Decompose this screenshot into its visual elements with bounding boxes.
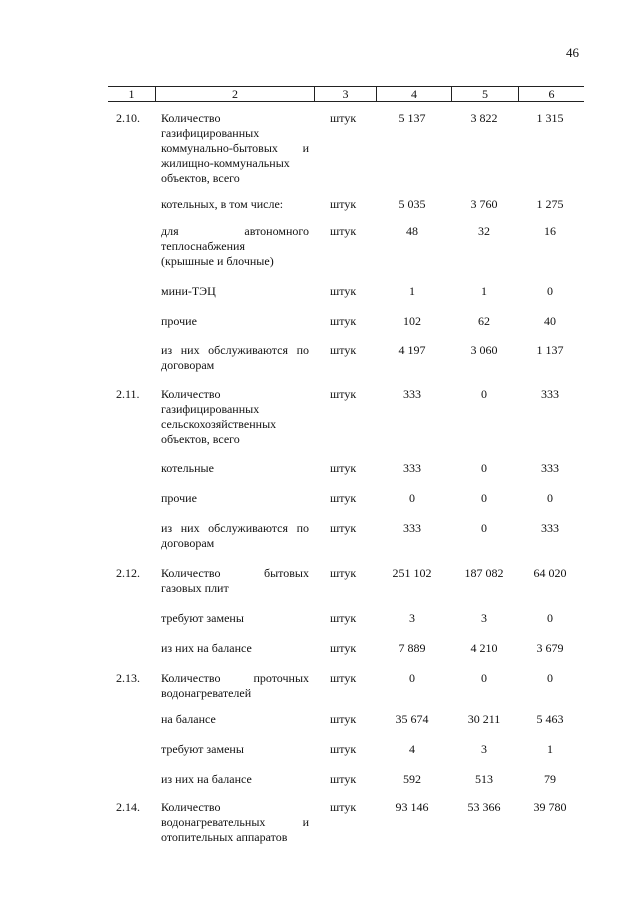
row-value-col4: 333	[403, 387, 421, 401]
row-value-col5: 62	[478, 314, 490, 328]
row-description: для автономного теплоснабжения (крышные и блочные)	[161, 224, 309, 268]
row-value-col6: 16	[544, 224, 556, 238]
row-unit: штук	[330, 712, 357, 726]
row-value-col4: 4	[409, 742, 415, 756]
row-description: Количество газифицированных коммунально-бытовых и жилищно-коммунальных объектов, всего	[161, 111, 309, 185]
row-value-col6: 39 780	[533, 800, 567, 814]
row-unit: штук	[330, 387, 357, 401]
row-value-col5: 513	[475, 772, 493, 786]
row-value-col6: 0	[547, 284, 553, 298]
row-code: 2.12.	[116, 566, 140, 580]
row-description: из них обслуживаются по договорам	[161, 343, 309, 372]
row-value-col6: 79	[544, 772, 556, 786]
row-unit: штук	[330, 772, 357, 786]
row-unit: штук	[330, 197, 357, 211]
row-value-col6: 40	[544, 314, 556, 328]
row-value-col5: 0	[481, 461, 487, 475]
row-value-col4: 5 035	[398, 197, 426, 211]
row-unit: штук	[330, 491, 357, 505]
row-value-col6: 0	[547, 671, 553, 685]
row-value-col4: 592	[403, 772, 421, 786]
row-value-col5: 3	[481, 742, 487, 756]
row-code: 2.11.	[116, 387, 140, 401]
row-value-col6: 333	[541, 521, 559, 535]
row-value-col4: 333	[403, 461, 421, 475]
header-col-3: 3	[342, 87, 349, 101]
row-value-col4: 93 146	[395, 800, 429, 814]
row-value-col5: 3	[481, 611, 487, 625]
row-unit: штук	[330, 284, 357, 298]
row-description: Количество водонагревательных и отопительных аппаратов	[161, 800, 309, 844]
row-value-col6: 333	[541, 461, 559, 475]
row-description: Количество газифицированных сельскохозяйственных объектов, всего	[161, 387, 277, 446]
row-value-col6: 0	[547, 611, 553, 625]
row-unit: штук	[330, 566, 357, 580]
row-value-col5: 4 210	[470, 641, 498, 655]
row-description: прочие	[161, 491, 197, 505]
header-col-5: 5	[482, 87, 488, 101]
row-value-col6: 1 315	[536, 111, 564, 125]
row-description: мини-ТЭЦ	[161, 284, 216, 298]
row-unit: штук	[330, 742, 357, 756]
header-col-1: 1	[128, 87, 135, 101]
header-col-2: 2	[232, 87, 238, 101]
row-value-col5: 187 082	[464, 566, 504, 580]
row-value-col4: 333	[403, 521, 421, 535]
row-value-col6: 5 463	[536, 712, 564, 726]
row-value-col4: 3	[409, 611, 415, 625]
row-description: из них на балансе	[161, 641, 252, 655]
row-unit: штук	[330, 343, 357, 357]
row-description: из них обслуживаются по договорам	[161, 521, 309, 550]
row-description: на балансе	[161, 712, 216, 726]
row-value-col6: 1	[547, 742, 553, 756]
row-unit: штук	[330, 224, 357, 238]
row-value-col5: 1	[481, 284, 487, 298]
row-unit: штук	[330, 111, 357, 125]
row-value-col4: 251 102	[392, 566, 432, 580]
row-value-col4: 0	[409, 671, 415, 685]
row-description: Количество бытовых газовых плит	[161, 566, 309, 595]
row-value-col4: 48	[406, 224, 418, 238]
row-code: 2.10.	[116, 111, 140, 125]
row-value-col4: 4 197	[398, 343, 426, 357]
row-value-col6: 0	[547, 491, 553, 505]
row-code: 2.14.	[116, 800, 140, 814]
row-value-col5: 32	[478, 224, 490, 238]
row-value-col6: 64 020	[533, 566, 567, 580]
row-value-col5: 30 211	[467, 712, 501, 726]
row-value-col4: 1	[409, 284, 415, 298]
row-value-col6: 3 679	[536, 641, 564, 655]
row-value-col4: 7 889	[398, 641, 426, 655]
row-value-col6: 333	[541, 387, 559, 401]
row-description: котельные	[161, 461, 214, 475]
row-code: 2.13.	[116, 671, 140, 685]
row-value-col5: 3 760	[470, 197, 498, 211]
row-unit: штук	[330, 521, 357, 535]
row-unit: штук	[330, 461, 357, 475]
row-unit: штук	[330, 800, 357, 814]
row-unit: штук	[330, 314, 357, 328]
row-value-col6: 1 275	[536, 197, 564, 211]
row-value-col4: 5 137	[398, 111, 426, 125]
row-value-col4: 102	[403, 314, 421, 328]
header-col-6: 6	[548, 87, 555, 101]
row-description: котельных, в том числе:	[161, 197, 284, 211]
page-number: 46	[566, 45, 579, 60]
table-header	[108, 86, 584, 102]
header-col-4: 4	[411, 87, 417, 101]
row-value-col5: 3 060	[470, 343, 498, 357]
row-value-col6: 1 137	[536, 343, 564, 357]
row-value-col5: 0	[481, 521, 487, 535]
row-value-col5: 3 822	[470, 111, 498, 125]
row-unit: штук	[330, 611, 357, 625]
row-unit: штук	[330, 641, 357, 655]
row-value-col5: 0	[481, 671, 487, 685]
row-value-col4: 0	[409, 491, 415, 505]
row-description: из них на балансе	[161, 772, 252, 786]
row-unit: штук	[330, 671, 357, 685]
row-description: Количество проточных водонагревателей	[161, 671, 309, 700]
row-value-col4: 35 674	[395, 712, 429, 726]
row-description: требуют замены	[161, 742, 244, 756]
row-value-col5: 0	[481, 491, 487, 505]
row-description: требуют замены	[161, 611, 244, 625]
row-value-col5: 0	[481, 387, 487, 401]
row-description: прочие	[161, 314, 197, 328]
row-value-col5: 53 366	[467, 800, 501, 814]
